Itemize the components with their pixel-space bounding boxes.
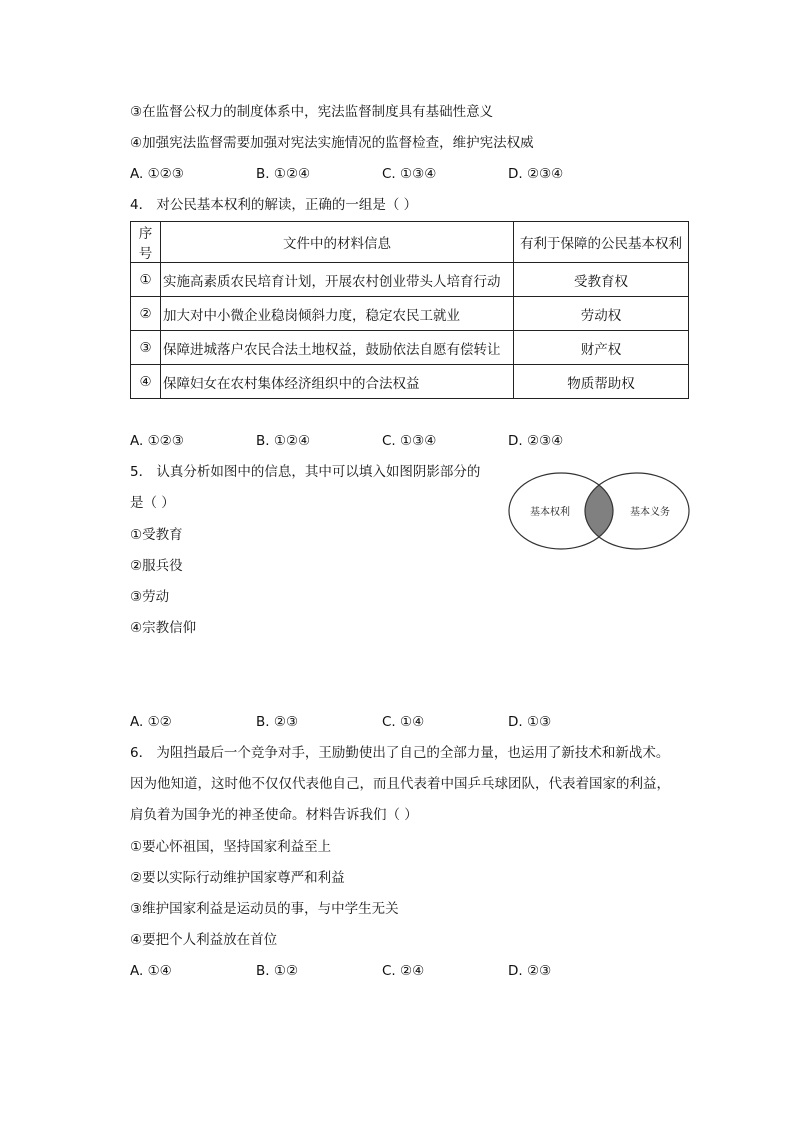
- cell-right: 物质帮助权: [514, 365, 689, 399]
- table-row: [131, 365, 689, 399]
- cell-no: ①: [131, 263, 161, 297]
- q6-statement-1: ①要心怀祖国，坚持国家利益至上: [130, 839, 332, 855]
- option-c[interactable]: C. ①③④: [382, 166, 437, 182]
- option-b[interactable]: B. ②③: [256, 714, 299, 730]
- q6-statement-2: ②要以实际行动维护国家尊严和利益: [130, 870, 345, 886]
- q5-statement-2: ②服兵役: [130, 558, 183, 574]
- q4-options: [130, 431, 650, 451]
- q5-stem: 5． 认真分析如图中的信息，其中可以填入如图阴影部分的: [130, 464, 481, 480]
- table-header-row: [131, 222, 689, 263]
- option-b[interactable]: B. ①②④: [256, 166, 311, 182]
- q6-stem-line-1: 6． 为阻挡最后一个竞争对手，王励勤使出了自己的全部力量，也运用了新技术和新战术。: [130, 745, 670, 761]
- cell-right: 受教育权: [514, 263, 689, 297]
- q5-statement-4: ④宗教信仰: [130, 620, 197, 636]
- header-material: 文件中的材料信息: [161, 222, 514, 263]
- cell-material: 加大对中小微企业稳岗倾斜力度，稳定农民工就业: [161, 297, 514, 331]
- option-c[interactable]: C. ①③④: [382, 433, 437, 449]
- option-b[interactable]: B. ①②: [256, 963, 299, 979]
- venn-right-label: 基本义务: [630, 507, 670, 518]
- option-b[interactable]: B. ①②④: [256, 433, 311, 449]
- q5-stem-cont: 是（ ）: [130, 495, 175, 511]
- cell-no: ②: [131, 297, 161, 331]
- option-c[interactable]: C. ①④: [382, 714, 425, 730]
- q6-options: [130, 961, 650, 981]
- table-row: [131, 331, 689, 365]
- option-a[interactable]: A. ①②: [130, 714, 172, 730]
- prev-options: [130, 164, 650, 184]
- cell-right: 财产权: [514, 331, 689, 365]
- q6-stem-line-2: 因为他知道，这时他不仅仅代表他自己，而且代表着中国乒乓球团队，代表着国家的利益，: [130, 776, 670, 792]
- q4-stem: 4． 对公民基本权利的解读，正确的一组是（ ）: [130, 197, 418, 213]
- venn-diagram: [508, 470, 690, 552]
- header-right: 有利于保障的公民基本权利: [514, 222, 689, 263]
- option-a[interactable]: A. ①②③: [130, 166, 184, 182]
- cell-right: 劳动权: [514, 297, 689, 331]
- q6-statement-3: ③维护国家利益是运动员的事，与中学生无关: [130, 901, 399, 917]
- q4-table: [130, 221, 689, 399]
- q6-statement-4: ④要把个人利益放在首位: [130, 932, 278, 948]
- option-a[interactable]: A. ①②③: [130, 433, 184, 449]
- q5-statement-3: ③劳动: [130, 589, 170, 605]
- header-no: 序号: [131, 222, 161, 263]
- cell-no: ③: [131, 331, 161, 365]
- cell-material: 实施高素质农民培育计划，开展农村创业带头人培育行动: [161, 263, 514, 297]
- option-d[interactable]: D. ②③: [508, 963, 552, 979]
- table-row: [131, 297, 689, 331]
- option-d[interactable]: D. ②③④: [508, 166, 564, 182]
- option-d[interactable]: D. ①③: [508, 714, 552, 730]
- table-row: [131, 263, 689, 297]
- q6-stem-line-3: 肩负着为国争光的神圣使命。材料告诉我们（ ）: [130, 807, 418, 823]
- cell-material: 保障妇女在农村集体经济组织中的合法权益: [161, 365, 514, 399]
- option-a[interactable]: A. ①④: [130, 963, 172, 979]
- option-d[interactable]: D. ②③④: [508, 433, 564, 449]
- cell-no: ④: [131, 365, 161, 399]
- option-c[interactable]: C. ②④: [382, 963, 425, 979]
- q5-options: [130, 712, 650, 732]
- prev-statement-3: ③在监督公权力的制度体系中，宪法监督制度具有基础性意义: [130, 104, 494, 120]
- prev-statement-4: ④加强宪法监督需要加强对宪法实施情况的监督检查，维护宪法权威: [130, 135, 534, 151]
- q5-statement-1: ①受教育: [130, 527, 183, 543]
- cell-material: 保障进城落户农民合法土地权益，鼓励依法自愿有偿转让: [161, 331, 514, 365]
- venn-left-label: 基本权利: [530, 507, 570, 518]
